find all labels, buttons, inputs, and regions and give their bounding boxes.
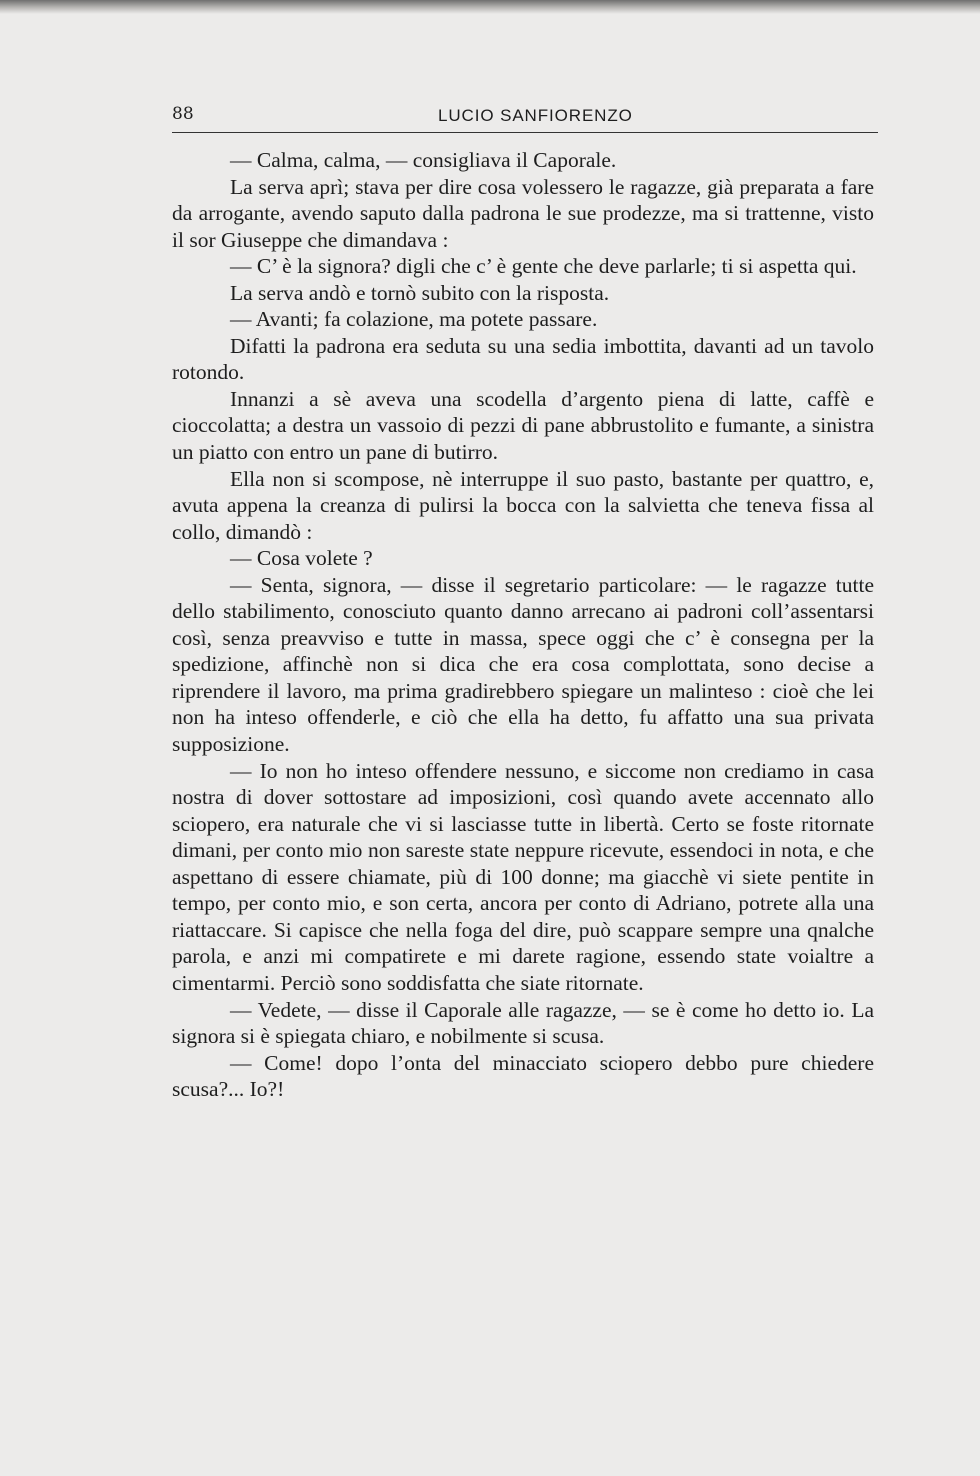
paragraph: Difatti la padrona era seduta su una sedia imbottita, davanti ad un tavolo rotondo. bbox=[172, 333, 874, 385]
paragraph: La serva aprì; stava per dire cosa volessero le ragazze, già preparata a fare da arrogante, avendo saputo dalla padrona le sue prodezze, ma si trattenne, visto il sor Giuseppe che dimandava : bbox=[172, 174, 874, 252]
scan-top-edge bbox=[0, 0, 980, 14]
paragraph: Innanzi a sè aveva una scodella d’argento piena di latte, caffè e cioccolatta; a destra un vassoio di pezzi di pane abbrustolito e fumante, a sinistra un piatto con entro un pane di butirro. bbox=[172, 386, 874, 465]
paragraph: La serva andò e tornò subito con la risposta. bbox=[230, 280, 610, 305]
paragraph: — Cosa volete ? bbox=[230, 546, 373, 571]
paragraph: — Calma, calma, — consigliava il Caporale. bbox=[230, 148, 617, 172]
page-number: 88 bbox=[172, 104, 194, 124]
book-page bbox=[172, 92, 878, 1102]
running-title: LUCIO SANFIORENZO bbox=[438, 106, 633, 125]
paragraph: Ella non si scompose, nè interruppe il suo pasto, bastante per quattro, e, avuta appena la creanza di pulirsi la bocca con la salvietta che teneva fissa al collo, dimandò : bbox=[172, 466, 874, 544]
paragraph: — Senta, signora, — disse il segretario particolare: — le ragazze tutte dello stabilimento, conosciuto quanto danno arrecano ai padroni coll’assentarsi così, senza preavviso e tutte in massa, spece oggi che c’ è consegna per la spedizione, affinchè non si dica che era cosa complottata, sono decise a riprendere il lavoro, ma prima gradirebbero spiegare un malinteso : cioè che lei non ha inteso offenderle, e ciò che ella ha detto, fu affatto una sua privata supposizione. bbox=[172, 572, 874, 757]
page-header bbox=[172, 92, 878, 132]
paragraph: — Io non ho inteso offendere nessuno, e siccome non crediamo in casa nostra di dover sottostare ad imposizioni, così quando avete accennato allo sciopero, era naturale che vi si lasciasse tutte in libertà. Certo se foste ritornate dimani, per conto mio non sareste state neppure ricevute, essendoci in nota, e che aspettano di essere chiamate, più di 100 donne; ma giacchè vi siete pentite in tempo, per conto mio, e son certa, ancora per conto di Adriano, potrete alla una riattaccare. Si capisce che nella foga del dire, può scappare sempre una qnalche parola, e anzi mi compatirete e mi darete ragione, essendo state voialtre a cimentarmi. Perciò sono soddisfatta che siate ritornate. bbox=[172, 758, 874, 995]
body-text bbox=[172, 147, 874, 1103]
paragraph: — Vedete, — disse il Caporale alle ragazze, — se è come ho detto io. La signora si è spiegata chiaro, e nobilmente si scusa. bbox=[172, 997, 874, 1049]
paragraph: — Avanti; fa colazione, ma potete passare. bbox=[230, 307, 598, 332]
paragraph: — Come! dopo l’onta del minacciato sciopero debbo pure chiedere scusa?... Io?! bbox=[172, 1050, 874, 1102]
header-rule bbox=[172, 132, 878, 133]
paragraph: — C’ è la signora? digli che c’ è gente che deve parlarle; ti si aspetta qui. bbox=[230, 254, 857, 279]
